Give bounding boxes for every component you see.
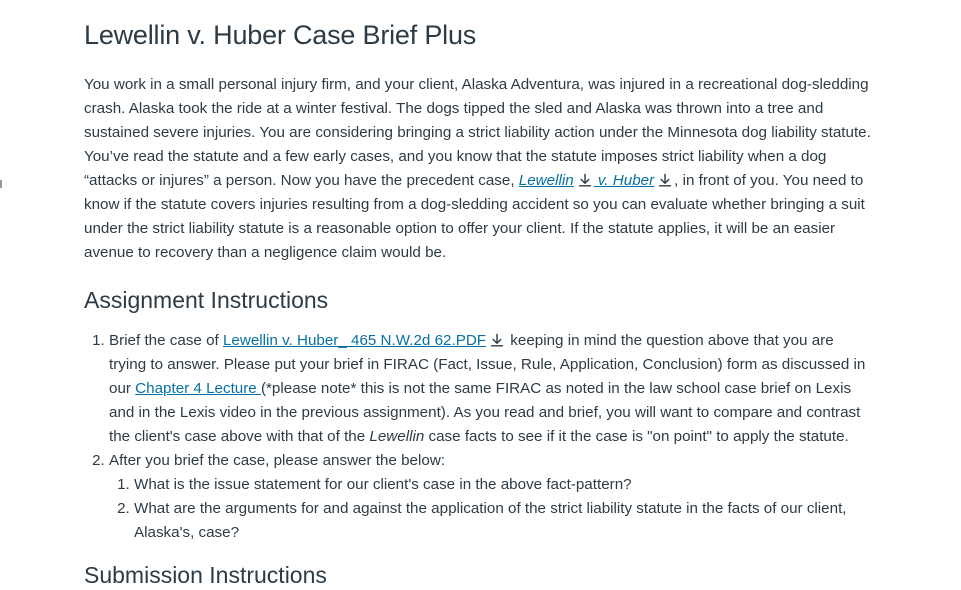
page-title: Lewellin v. Huber Case Brief Plus (84, 20, 477, 50)
list-item: 1. Brief the case of Lewellin v. Huber_ 465 N.W.2d 62.PDF keeping in mind the question above that you are trying to answer. Please put your brief in FIRAC (Fact, Issue, Rule, Application, Conclusion) form as discussed in our Chapter 4 Lecture (*please note* this is not the same FIRAC as noted in the law school case brief on Lexis and in the Lexis video in the previous assignment). As you read and brief, you will want to compare and contrast the client's case above with that of the Lewellin case facts to see if it the case is "on point" to apply the statute. (109, 329, 874, 449)
list-item: 2. After you brief the case, please answer the below: 1. What is the issue statement for our client's case in the above fact-pattern? 2. What are the arguments for and against the application of the strict liability statute in the facts of our client, Alaska's, case? (109, 449, 874, 545)
submission-heading: Submission Instructions (84, 562, 327, 588)
page-content (84, 0, 874, 545)
left-edge-marker (0, 180, 2, 188)
huber-link[interactable]: v. Huber (593, 172, 655, 189)
intro-text-2: , in front of you. You need to know if the statute covers injuries resulting from a dog-sledding accident so you can evaluate whether bringing a suit under the strict liability statute is a reasonable option to offer your client. If the statute applies, it will be an easier avenue to recovery than a negligence claim would be. (84, 172, 865, 261)
list-item: 1. What is the issue statement for our client's case in the above fact-pattern? (134, 473, 874, 497)
chapter-4-lecture-link[interactable]: Chapter 4 Lecture (135, 380, 261, 397)
intro-paragraph (84, 73, 874, 265)
lewellin-pdf-link[interactable]: Lewellin v. Huber_ 465 N.W.2d 62.PDF (222, 332, 487, 349)
lewellin-link[interactable]: Lewellin (518, 172, 574, 189)
download-icon[interactable] (578, 173, 592, 187)
intro-text-1: You work in a small personal injury firm, and your client, Alaska Adventura, was injured in a recreational dog-sledding crash. Alaska took the ride at a winter festival. The dogs tipped the sled and Alaska was thrown into a tree and sustained severe injuries. You are considering bringing a strict liability action under the Minnesota dog liability statute. You’ve read the statute and a few early cases, and you know that the statute imposes strict liability when a dog “attacks or injures” a person. Now you have the precedent case, (84, 76, 871, 189)
download-icon[interactable] (658, 173, 672, 187)
instructions-list (84, 329, 874, 545)
list-item: 2. What are the arguments for and against the application of the strict liability statute in the facts of our client, Alaska's, case? (134, 497, 874, 545)
assignment-heading: Assignment Instructions (84, 287, 329, 313)
download-icon[interactable] (490, 333, 504, 347)
sub-question-list (109, 473, 874, 545)
